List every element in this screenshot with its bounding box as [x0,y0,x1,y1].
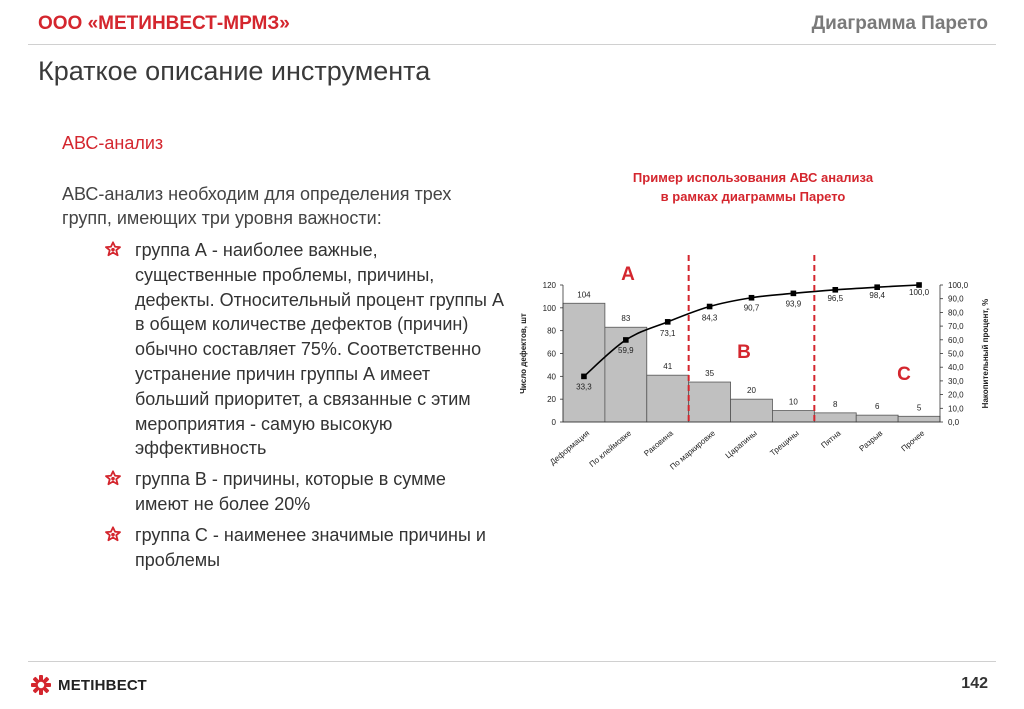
y2-tick-label: 60,0 [948,335,964,345]
cumulative-point [707,304,713,310]
cumulative-point [581,374,587,380]
chart-caption [570,168,936,206]
y2-axis-title: Накопительный процент, % [981,298,990,409]
category-label: Царапины [723,428,759,461]
category-label: Деформация [548,428,592,467]
bullet-text: группа А - наиболее важные, существенные проблемы, причины, дефекты. Относительный процент группы А в общем количестве дефектов (причин) обычно составляет 75%. Соответственно устранение причин группы А имеет больший приоритет, а связанные с этим мероприятия - самую высокую эффективность [135,240,504,459]
cumulative-value-label: 98,4 [869,291,885,301]
y2-tick-label: 100,0 [948,281,969,290]
bar-value-label: 10 [788,397,798,407]
cumulative-value-label: 73,1 [659,328,676,338]
group-label-b: B [737,342,751,363]
logo-wordmark: МЕТІНВЕСТ [58,676,147,694]
bar-value-label: 41 [663,362,673,372]
y2-tick-label: 40,0 [948,363,964,373]
bar-value-label: 35 [705,369,715,379]
chart-caption-line-2: в рамках диаграммы Парето [660,189,846,204]
bar-value-label: 104 [577,290,591,300]
bullet-text: группа С - наименее значимые причины и проблемы [135,524,486,570]
y-tick-label: 20 [547,395,556,405]
y2-tick-label: 50,0 [948,349,964,359]
cumulative-point [791,291,797,297]
y-tick-label: 80 [547,326,556,336]
star-bullet-icon [104,241,122,259]
cumulative-value-label: 96,5 [827,293,844,303]
category-label: Пятна [819,428,843,451]
bar [647,375,689,422]
y-tick-label: 40 [547,372,556,382]
bar [814,413,856,422]
cumulative-point [832,287,838,293]
category-label: Разрыв [857,428,885,454]
category-label: По клеймовке [587,428,634,469]
y2-tick-label: 10,0 [948,404,964,414]
cumulative-point [749,295,755,301]
group-label-c: C [897,364,911,385]
footer-divider [28,661,996,662]
cumulative-point [665,319,671,325]
y-tick-label: 60 [547,349,556,359]
cumulative-point [874,284,880,290]
cumulative-value-label: 33,3 [576,382,592,392]
y2-tick-label: 20,0 [948,390,964,400]
cumulative-value-label: 90,7 [743,303,760,313]
bar-value-label: 8 [833,399,838,409]
y-tick-label: 100 [542,303,556,313]
category-label: По маркировке [668,428,717,472]
page-number: 142 [961,675,988,692]
star-bullet-icon [104,470,122,488]
group-label-a: A [621,264,635,285]
bar [898,416,940,422]
y-tick-label: 120 [542,281,556,290]
bullet-list [104,238,504,578]
star-bullet-icon [104,526,122,544]
cumulative-point [623,337,629,343]
y2-tick-label: 80,0 [948,308,964,318]
bullet-text: группа В - причины, которые в сумме имеют не более 20% [135,469,446,514]
bar-value-label: 20 [747,386,756,396]
category-label: Трещины [768,428,801,458]
section-heading: АВС-анализ [62,133,164,153]
footer-logo [30,674,147,696]
bullet-item-group-c [104,523,504,573]
metinvest-logo-icon [30,674,52,696]
category-label: Раковина [642,428,676,459]
bar [856,415,898,422]
bar [731,399,773,422]
y-tick-label: 0 [551,418,556,427]
bar [772,411,814,422]
slide-topic: Диаграмма Парето [811,13,988,34]
y2-tick-label: 0,0 [948,418,960,427]
bullet-item-group-a [104,238,504,461]
cumulative-value-label: 100,0 [909,288,930,297]
slide-title: Краткое описание инструмента [38,56,431,86]
bullet-item-group-b [104,467,504,517]
y2-tick-label: 30,0 [948,376,964,386]
bar-value-label: 6 [874,402,880,412]
y2-tick-label: 70,0 [948,322,964,332]
category-label: Прочее [899,428,927,454]
intro-text: АВС-анализ необходим для определения трех групп, имеющих три уровня важности: [62,184,452,228]
bar-value-label: 5 [916,403,922,413]
cumulative-value-label: 59,9 [618,345,634,355]
bar-value-label: 83 [621,314,631,324]
cumulative-value-label: 93,9 [785,299,802,309]
company-name: ООО «МЕТИНВЕСТ-МРМЗ» [38,13,290,34]
chart-caption-line-1: Пример использования АВС анализа [632,170,874,185]
cumulative-value-label: 84,3 [701,313,718,323]
cumulative-point [916,282,922,288]
bar [689,382,731,422]
y-axis-title: Число дефектов, шт [519,313,528,394]
header-divider [28,44,996,45]
pareto-chart [508,250,1008,490]
y2-tick-label: 90,0 [948,294,964,304]
